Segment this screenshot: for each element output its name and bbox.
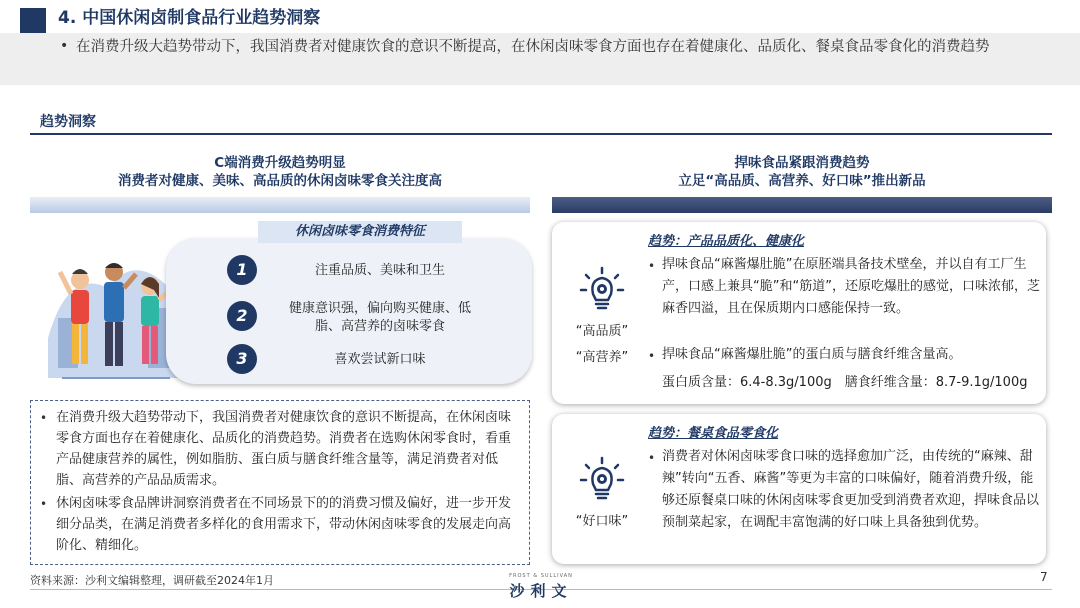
- card1-bullet-1: •: [648, 259, 656, 273]
- page-title: 4. 中国休闲卤制食品行业趋势洞察: [58, 8, 321, 28]
- card2-title: 趋势：餐桌食品零食化: [648, 426, 779, 441]
- card1-stats: 蛋白质含量：6.4-8.3g/100g 膳食纤维含量：8.7-9.1g/100g: [662, 375, 1028, 390]
- features-panel-title: 休闲卤味零食消费特征: [258, 221, 462, 243]
- logo-subtitle: FROST & SULLIVAN: [509, 573, 573, 579]
- section-divider: [30, 133, 1052, 135]
- card1-bullet-2: •: [648, 349, 656, 363]
- footer-source: 资料来源：沙利文编辑整理，调研截至2024年1月: [30, 574, 274, 587]
- feature-number-2: 2: [227, 301, 257, 331]
- card1-badge-nutrition: “高营养”: [575, 350, 629, 365]
- left-heading-line2: 消费者对健康、美味、高品质的休闲卤味零食关注度高: [118, 173, 442, 189]
- page-number: 7: [1040, 570, 1048, 584]
- left-column-bar: [30, 197, 530, 213]
- right-heading-line1: 捍味食品紧跟消费趋势: [734, 155, 870, 171]
- feature-number-1: 1: [227, 255, 257, 285]
- card1-title: 趋势：产品品质化、健康化: [648, 234, 805, 249]
- feature-text-2: 健康意识强，偏向购买健康、低脂、高营养的卤味零食: [288, 301, 471, 334]
- note-text-2: 休闲卤味零食品牌讲洞察消费者在不同场景下的的消费习惯及偏好，进一步开发细分品类，在满足消费者多样化的食用需求下，带动休闲卤味零食的发展走向高阶化、精细化。: [56, 496, 512, 553]
- intro-bullet: •: [60, 38, 69, 54]
- feature-text-3: 喜欢尝试新口味: [334, 352, 426, 367]
- left-heading-line1: C端消费升级趋势明显: [214, 155, 346, 171]
- feature-number-3: 3: [227, 344, 257, 374]
- right-heading-line2: 立足“高品质、高营养、好口味”推出新品: [678, 173, 926, 189]
- logo-text: 沙利文: [509, 582, 573, 600]
- right-column-bar: [552, 197, 1052, 213]
- card2-bullet: •: [648, 451, 656, 465]
- right-column-heading: [552, 154, 1052, 190]
- note-text-1: 在消费升级大趋势带动下，我国消费者对健康饮食的意识不断提高，在休闲卤味零食方面也存在着健康化、品质化的消费趋势。消费者在选购休闲零食时，看重产品健康营养的属性，例如脂肪、蛋白质与膳食纤维含量等，满足消费者对低脂、高营养的产品品质需求。: [56, 410, 512, 488]
- feature-text-1: 注重品质、美味和卫生: [314, 263, 445, 278]
- left-column-heading: [30, 154, 530, 190]
- card1-badge-quality: “高品质”: [575, 324, 629, 339]
- consumers-illustration-icon: [38, 228, 186, 388]
- card1-text-2: 捍味食品“麻酱爆肚脆”的蛋白质与膳食纤维含量高。: [662, 347, 962, 362]
- lightbulb-gear-icon: [578, 456, 626, 504]
- intro-text: 在消费升级大趋势带动下，我国消费者对健康饮食的意识不断提高，在休闲卤味零食方面也存在着健康化、品质化、餐桌食品零食化的消费趋势: [76, 39, 990, 55]
- note-bullet-2: •: [40, 497, 48, 511]
- card2-text: 消费者对休闲卤味零食口味的选择愈加广泛，由传统的“麻辣、甜辣”转向“五香、麻酱”等更为丰富的口味偏好，随着消费升级，能够还原餐桌口味的休闲卤味零食更加受到消费者欢迎，捍味食品以预制菜起家，在调配丰富饱满的好口味上具备独到优势。: [662, 449, 1040, 530]
- card2-badge-flavor: “好口味”: [575, 514, 629, 529]
- section-label: 趋势洞察: [40, 114, 96, 130]
- card1-text-1: 捍味食品“麻酱爆肚脆”在原胚端具备技术壁垒，并以自有工厂生产，口感上兼具“脆”和“筋道”，还原吃爆肚的感觉，口味浓郁，芝麻香四溢，且在保质期内口感能保持一致。: [662, 257, 1040, 316]
- note-bullet-1: •: [40, 411, 48, 425]
- lightbulb-gear-icon: [578, 266, 626, 314]
- title-marker: [20, 8, 46, 34]
